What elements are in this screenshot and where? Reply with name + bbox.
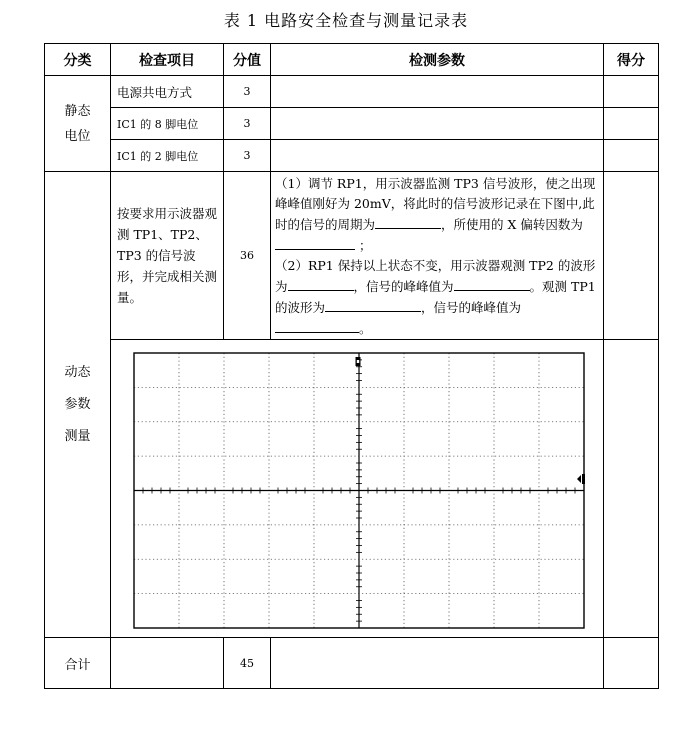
- total-params: [271, 638, 604, 689]
- static-score-2: 3: [224, 140, 271, 172]
- param2-text-e: 。: [359, 321, 372, 336]
- static-item-1: IC1 的 8 脚电位: [111, 108, 224, 140]
- param1-text-c: ；: [358, 238, 372, 253]
- tp1-waveform-blank[interactable]: [325, 297, 421, 312]
- total-item: [111, 638, 224, 689]
- tp2-peak-blank[interactable]: [454, 276, 530, 291]
- header-row: [45, 44, 659, 76]
- static-item-0: 电源共电方式: [111, 76, 224, 108]
- x-deflection-blank[interactable]: [275, 235, 355, 250]
- dynamic-category-line1: 动态: [64, 364, 91, 380]
- total-got[interactable]: [604, 638, 659, 689]
- static-item-2: IC1 的 2 脚电位: [111, 140, 224, 172]
- oscilloscope-grid[interactable]: [129, 348, 589, 633]
- param2-text-a: （2）RP1 保持以上状态不变，用示波器观测 TP2 的波形为: [275, 258, 596, 294]
- dynamic-category-line3: 测量: [64, 428, 91, 444]
- static-got-2[interactable]: [604, 140, 659, 172]
- table-row: [45, 76, 659, 108]
- static-params-2[interactable]: [271, 140, 604, 172]
- table-row: [45, 638, 659, 689]
- param1-text-a: （1）调节 RP1，用示波器监测 TP3 信号波形，使之出现峰峰值刚好为 20mV，将此时的信号波形记录在下图中,此时的信号的周期为: [275, 176, 596, 232]
- table-row: [45, 172, 659, 340]
- header-got: 得分: [604, 44, 659, 76]
- static-score-1: 3: [224, 108, 271, 140]
- static-got-0[interactable]: [604, 76, 659, 108]
- param2-text-b: ，信号的峰峰值为: [353, 279, 454, 294]
- static-category-line2: 电位: [64, 128, 91, 144]
- table-row: [45, 140, 659, 172]
- dynamic-item: 按要求用示波器观测 TP1、TP2、TP3 的信号波形，并完成相关测量。: [111, 172, 224, 340]
- dynamic-got[interactable]: [604, 172, 659, 340]
- tp2-waveform-blank[interactable]: [288, 276, 354, 291]
- period-blank[interactable]: [375, 214, 441, 229]
- header-category: 分类: [45, 44, 111, 76]
- header-item: 检查项目: [111, 44, 224, 76]
- static-category: [45, 76, 111, 172]
- oscilloscope-cell: [111, 340, 604, 638]
- dynamic-score: 36: [224, 172, 271, 340]
- position-marker-icon: [577, 474, 585, 484]
- header-score: 分值: [224, 44, 271, 76]
- header-params: 检测参数: [271, 44, 604, 76]
- param1-text-b: ，所使用的 X 偏转因数为: [441, 217, 583, 232]
- total-label: 合计: [45, 638, 111, 689]
- scope-got[interactable]: [604, 340, 659, 638]
- param-paragraph-1: [275, 172, 599, 256]
- tp1-peak-blank[interactable]: [275, 318, 359, 333]
- static-params-0[interactable]: [271, 76, 604, 108]
- dynamic-category-line2: 参数: [64, 396, 91, 412]
- table-row: [45, 108, 659, 140]
- trigger-marker-icon: [356, 357, 361, 366]
- table-row: [45, 340, 659, 638]
- table-title: 表 1 电路安全检查与测量记录表: [223, 11, 469, 30]
- param2-text-c: 。观测 TP1 的波形为: [275, 279, 596, 315]
- static-score-0: 3: [224, 76, 271, 108]
- static-params-1[interactable]: [271, 108, 604, 140]
- record-table: [44, 43, 659, 689]
- dynamic-params: [271, 172, 604, 340]
- dynamic-category: [45, 172, 111, 638]
- param-paragraph-2: [275, 256, 599, 339]
- static-got-1[interactable]: [604, 108, 659, 140]
- static-category-line1: 静态: [64, 103, 91, 119]
- param2-text-d: ，信号的峰峰值为: [421, 300, 522, 315]
- total-score: 45: [224, 638, 271, 689]
